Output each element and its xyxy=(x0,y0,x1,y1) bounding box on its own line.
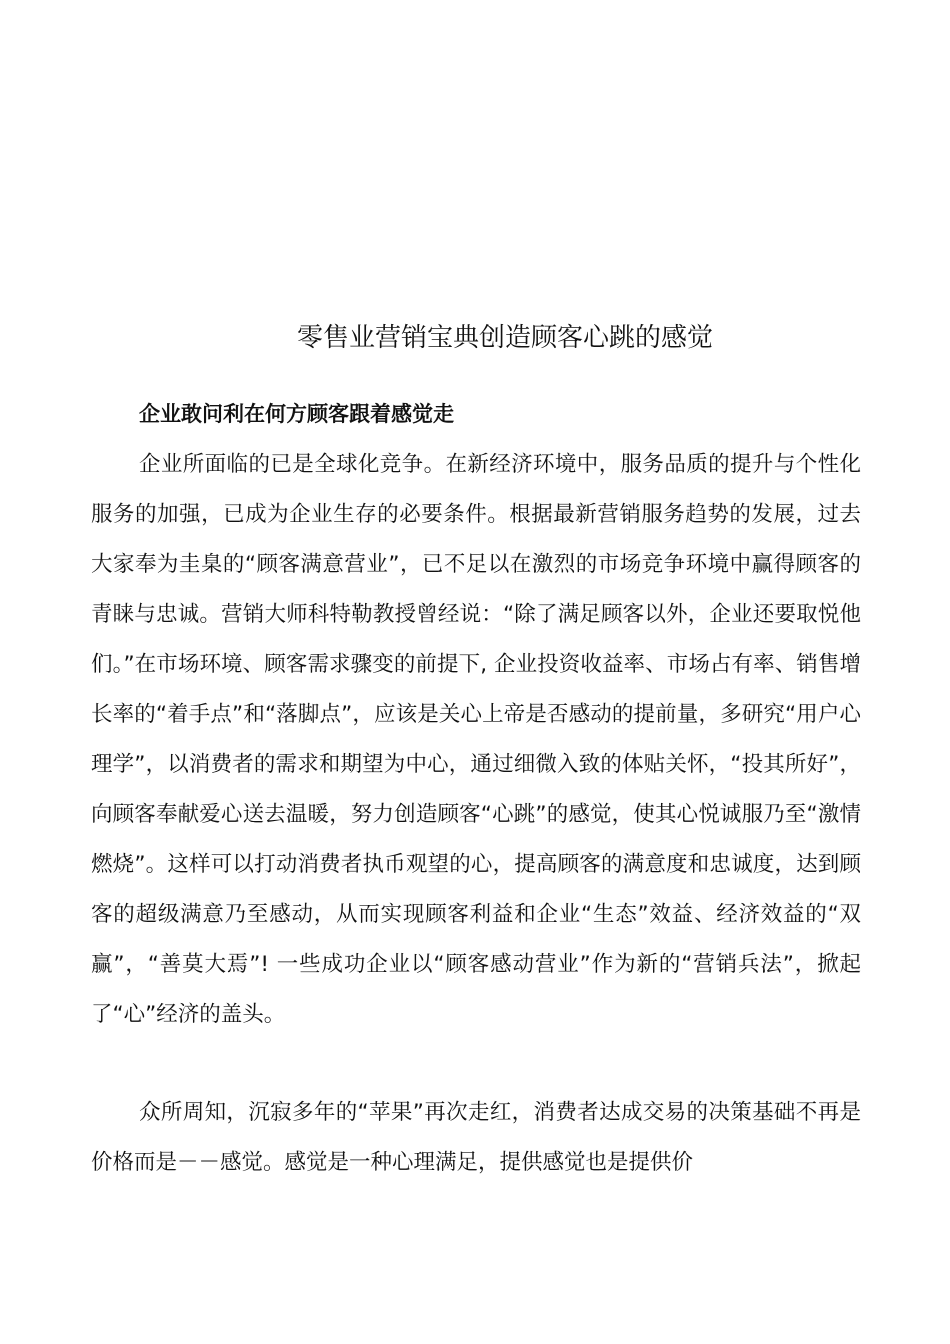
body-paragraph-2: 众所周知，沉寂多年的“苹果”再次走红，消费者达成交易的决策基础不再是价格而是－－感觉。感觉是一种心理满足，提供感觉也是提供价 xyxy=(91,1100,861,1175)
document-title: 零售业营销宝典创造顾客心跳的感觉 xyxy=(296,323,713,353)
section-heading: 企业敢问利在何方顾客跟着感觉走 xyxy=(139,402,454,426)
body-paragraph-1: 企业所面临的已是全球化竞争。在新经济环境中，服务品质的提升与个性化服务的加强，已成为企业生存的必要条件。根据最新营销服务趋势的发展，过去大家奉为圭臬的“顾客满意营业”，已不足以在激烈的市场竞争环境中赢得顾客的青睐与忠诚。营销大师科特勒教授曾经说：“除了满足顾客以外，企业还要取悦他们。”在市场环境、顾客需求骤变的前提下, 企业投资收益率、市场占有率、销售增长率的“着手点”和“落脚点”，应该是关心上帝是否感动的提前量，多研究“用户心理学”，以消费者的需求和期望为中心，通过细微入致的体贴关怀，“投其所好”，向顾客奉献爱心送去温暖，努力创造顾客“心跳”的感觉，使其心悦诚服乃至“激情燃烧”。这样可以打动消费者执币观望的心，提高顾客的满意度和忠诚度，达到顾客的超级满意乃至感动，从而实现顾客利益和企业“生态”效益、经济效益的“双赢”，“善莫大焉”! 一些成功企业以“顾客感动营业”作为新的“营销兵法”，掀起了“心”经济的盖头。 xyxy=(91,452,861,1027)
